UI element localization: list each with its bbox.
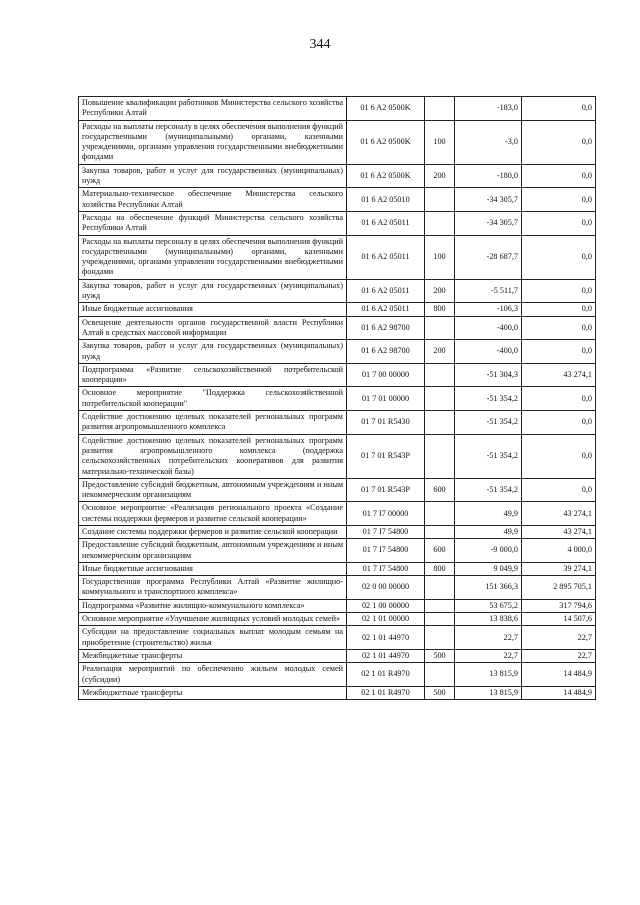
row-code-cell: 02 1 01 44970: [347, 626, 425, 650]
row-expense-type-cell: [425, 576, 455, 600]
row-name-cell: Расходы на обеспечение функций Министерства сельского хозяйства Республики Алтай: [79, 211, 347, 235]
row-name-cell: Содействие достижению целевых показателей региональных программ развития агропромышленного комплекса (поддержка сельскохозяйственных потребительских кооперативов для развития материально-технической базы): [79, 434, 347, 478]
table-row: [79, 599, 596, 612]
row-amount-2-cell: 0,0: [522, 387, 596, 411]
row-name-cell: Создание системы поддержки фермеров и развитие сельской кооперации: [79, 525, 347, 538]
row-code-cell: 02 1 01 R4970: [347, 663, 425, 687]
row-amount-1-cell: 9 049,9: [455, 562, 522, 575]
row-amount-2-cell: 14 484,9: [522, 686, 596, 699]
row-code-cell: 02 1 01 R4970: [347, 686, 425, 699]
budget-table-body: [79, 97, 596, 700]
row-name-cell: Расходы на выплаты персоналу в целях обеспечения выполнения функций государственными (муниципальными) органами, казенными учреждениями, органами управления государственными внебюджетными фондами: [79, 235, 347, 279]
row-expense-type-cell: 500: [425, 686, 455, 699]
row-expense-type-cell: [425, 316, 455, 340]
row-name-cell: Закупка товаров, работ и услуг для государственных (муниципальных) нужд: [79, 164, 347, 188]
row-amount-1-cell: 53 675,2: [455, 599, 522, 612]
row-amount-2-cell: 4 000,0: [522, 539, 596, 563]
row-code-cell: 01 6 A2 0500K: [347, 164, 425, 188]
row-amount-2-cell: 43 274,1: [522, 525, 596, 538]
row-amount-2-cell: 0,0: [522, 303, 596, 316]
row-expense-type-cell: [425, 502, 455, 526]
row-amount-1-cell: -51 304,3: [455, 363, 522, 387]
table-row: [79, 525, 596, 538]
row-amount-2-cell: 0,0: [522, 211, 596, 235]
row-expense-type-cell: 200: [425, 340, 455, 364]
table-row: [79, 478, 596, 502]
row-amount-1-cell: 13 838,6: [455, 613, 522, 626]
row-amount-1-cell: 22,7: [455, 649, 522, 662]
row-name-cell: Межбюджетные трансферты: [79, 649, 347, 662]
row-amount-1-cell: -34 305,7: [455, 211, 522, 235]
row-amount-1-cell: -400,0: [455, 316, 522, 340]
row-expense-type-cell: 100: [425, 120, 455, 164]
row-code-cell: 01 6 A2 98700: [347, 340, 425, 364]
row-amount-2-cell: 0,0: [522, 411, 596, 435]
row-amount-1-cell: -106,3: [455, 303, 522, 316]
row-expense-type-cell: [425, 599, 455, 612]
row-amount-1-cell: -9 000,0: [455, 539, 522, 563]
row-code-cell: 01 7 I7 54800: [347, 525, 425, 538]
row-name-cell: Освещение деятельности органов государственной власти Республики Алтай в средствах массовой информации: [79, 316, 347, 340]
table-row: [79, 303, 596, 316]
table-row: [79, 188, 596, 212]
row-code-cell: 01 6 A2 05011: [347, 279, 425, 303]
table-row: [79, 562, 596, 575]
table-row: [79, 387, 596, 411]
table-row: [79, 626, 596, 650]
row-expense-type-cell: [425, 663, 455, 687]
row-name-cell: Государственная программа Республики Алтай «Развитие жилищно-коммунального и транспортного комплекса»: [79, 576, 347, 600]
row-code-cell: 01 6 A2 0500K: [347, 97, 425, 121]
row-amount-1-cell: -180,0: [455, 164, 522, 188]
row-code-cell: 01 6 A2 98700: [347, 316, 425, 340]
row-amount-2-cell: 43 274,1: [522, 363, 596, 387]
table-row: [79, 613, 596, 626]
row-amount-1-cell: -51 354,2: [455, 434, 522, 478]
table-row: [79, 316, 596, 340]
row-name-cell: Основное мероприятие "Поддержка сельскохозяйственной потребительской кооперации": [79, 387, 347, 411]
row-name-cell: Закупка товаров, работ и услуг для государственных (муниципальных) нужд: [79, 340, 347, 364]
row-expense-type-cell: [425, 188, 455, 212]
row-name-cell: Основное мероприятие «Улучшение жилищных условий молодых семей»: [79, 613, 347, 626]
row-expense-type-cell: 200: [425, 164, 455, 188]
row-expense-type-cell: 100: [425, 235, 455, 279]
table-row: [79, 502, 596, 526]
row-expense-type-cell: [425, 411, 455, 435]
row-amount-1-cell: -51 354,2: [455, 478, 522, 502]
row-expense-type-cell: [425, 626, 455, 650]
row-code-cell: 01 7 I7 00000: [347, 502, 425, 526]
row-name-cell: Материально-техническое обеспечение Министерства сельского хозяйства Республики Алтай: [79, 188, 347, 212]
row-code-cell: 02 1 00 00000: [347, 599, 425, 612]
row-expense-type-cell: [425, 363, 455, 387]
row-amount-2-cell: 0,0: [522, 164, 596, 188]
row-amount-2-cell: 2 895 705,1: [522, 576, 596, 600]
row-amount-1-cell: 22,7: [455, 626, 522, 650]
row-name-cell: Расходы на выплаты персоналу в целях обеспечения выполнения функций государственными (муниципальными) органами, казенными учреждениями, органами управления государственными внебюджетными фондами: [79, 120, 347, 164]
row-name-cell: Подпрограмма «Развитие сельскохозяйственной потребительской кооперации»: [79, 363, 347, 387]
row-name-cell: Основное мероприятие «Реализация регионального проекта «Создание системы поддержки фермеров и развитие сельской кооперации»: [79, 502, 347, 526]
table-row: [79, 120, 596, 164]
row-code-cell: 01 6 A2 05011: [347, 235, 425, 279]
row-expense-type-cell: [425, 434, 455, 478]
row-amount-2-cell: 0,0: [522, 478, 596, 502]
table-row: [79, 411, 596, 435]
row-code-cell: 01 7 01 R543P: [347, 434, 425, 478]
table-row: [79, 211, 596, 235]
table-row: [79, 686, 596, 699]
table-row: [79, 434, 596, 478]
row-expense-type-cell: 800: [425, 562, 455, 575]
row-name-cell: Повышение квалификации работников Министерства сельского хозяйства Республики Алтай: [79, 97, 347, 121]
row-code-cell: 01 7 I7 54800: [347, 562, 425, 575]
row-code-cell: 02 1 01 44970: [347, 649, 425, 662]
row-amount-1-cell: 13 815,9: [455, 686, 522, 699]
row-amount-2-cell: 0,0: [522, 340, 596, 364]
row-amount-1-cell: -34 305,7: [455, 188, 522, 212]
row-name-cell: Субсидии на предоставление социальных выплат молодым семьям на приобретение (строительство) жилья: [79, 626, 347, 650]
row-expense-type-cell: [425, 97, 455, 121]
row-code-cell: 01 7 I7 54800: [347, 539, 425, 563]
row-amount-2-cell: 0,0: [522, 316, 596, 340]
row-amount-2-cell: 14 484,9: [522, 663, 596, 687]
row-amount-2-cell: 14 507,6: [522, 613, 596, 626]
row-name-cell: Реализация мероприятий по обеспечению жильем молодых семей (субсидии): [79, 663, 347, 687]
row-amount-1-cell: 151 366,3: [455, 576, 522, 600]
row-amount-1-cell: -51 354,2: [455, 387, 522, 411]
row-amount-1-cell: -51 354,2: [455, 411, 522, 435]
row-amount-2-cell: 0,0: [522, 434, 596, 478]
row-expense-type-cell: [425, 387, 455, 411]
row-amount-2-cell: 0,0: [522, 120, 596, 164]
row-expense-type-cell: [425, 525, 455, 538]
row-code-cell: 01 6 A2 05011: [347, 303, 425, 316]
row-code-cell: 01 6 A2 05010: [347, 188, 425, 212]
row-amount-2-cell: 0,0: [522, 97, 596, 121]
row-code-cell: 01 6 A2 05011: [347, 211, 425, 235]
row-code-cell: 01 7 01 R543P: [347, 478, 425, 502]
row-amount-2-cell: 0,0: [522, 188, 596, 212]
row-amount-2-cell: 0,0: [522, 235, 596, 279]
row-name-cell: Предоставление субсидий бюджетным, автономным учреждениям и иным некоммерческим организациям: [79, 539, 347, 563]
table-row: [79, 649, 596, 662]
row-name-cell: Иные бюджетные ассигнования: [79, 303, 347, 316]
row-name-cell: Межбюджетные трансферты: [79, 686, 347, 699]
row-amount-2-cell: 22,7: [522, 649, 596, 662]
table-row: [79, 363, 596, 387]
table-row: [79, 164, 596, 188]
row-amount-1-cell: -183,0: [455, 97, 522, 121]
row-amount-2-cell: 22,7: [522, 626, 596, 650]
table-row: [79, 576, 596, 600]
row-name-cell: Иные бюджетные ассигнования: [79, 562, 347, 575]
table-row: [79, 663, 596, 687]
row-name-cell: Подпрограмма «Развитие жилищно-коммунального комплекса»: [79, 599, 347, 612]
row-code-cell: 01 6 A2 0500K: [347, 120, 425, 164]
row-code-cell: 02 1 01 00000: [347, 613, 425, 626]
row-code-cell: 01 7 00 00000: [347, 363, 425, 387]
row-code-cell: 01 7 01 00000: [347, 387, 425, 411]
table-row: [79, 539, 596, 563]
table-row: [79, 279, 596, 303]
row-amount-1-cell: -400,0: [455, 340, 522, 364]
row-amount-1-cell: 49,9: [455, 525, 522, 538]
table-row: [79, 340, 596, 364]
row-amount-1-cell: 13 815,9: [455, 663, 522, 687]
row-name-cell: Закупка товаров, работ и услуг для государственных (муниципальных) нужд: [79, 279, 347, 303]
row-expense-type-cell: 600: [425, 478, 455, 502]
budget-table: [78, 96, 596, 700]
row-expense-type-cell: 200: [425, 279, 455, 303]
row-amount-1-cell: -5 511,7: [455, 279, 522, 303]
row-expense-type-cell: 600: [425, 539, 455, 563]
row-expense-type-cell: 500: [425, 649, 455, 662]
row-amount-2-cell: 0,0: [522, 279, 596, 303]
row-name-cell: Содействие достижению целевых показателей региональных программ развития агропромышленного комплекса: [79, 411, 347, 435]
row-amount-2-cell: 43 274,1: [522, 502, 596, 526]
table-row: [79, 235, 596, 279]
page-number: 344: [309, 37, 331, 52]
row-amount-1-cell: -3,0: [455, 120, 522, 164]
row-name-cell: Предоставление субсидий бюджетным, автономным учреждениям и иным некоммерческим организациям: [79, 478, 347, 502]
row-code-cell: 01 7 01 R5430: [347, 411, 425, 435]
row-amount-1-cell: -28 687,7: [455, 235, 522, 279]
row-expense-type-cell: 800: [425, 303, 455, 316]
row-expense-type-cell: [425, 613, 455, 626]
row-amount-1-cell: 49,9: [455, 502, 522, 526]
table-row: [79, 97, 596, 121]
row-amount-2-cell: 39 274,1: [522, 562, 596, 575]
row-amount-2-cell: 317 794,6: [522, 599, 596, 612]
row-expense-type-cell: [425, 211, 455, 235]
row-code-cell: 02 0 00 00000: [347, 576, 425, 600]
